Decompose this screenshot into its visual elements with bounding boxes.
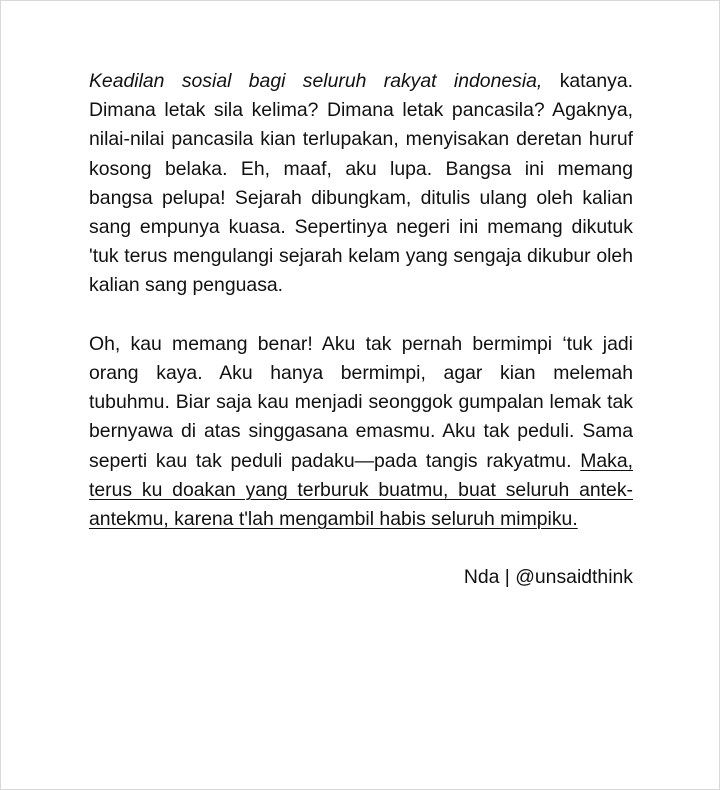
paragraph-2 [89, 330, 633, 534]
paragraph-1 [89, 67, 633, 301]
document-body [89, 67, 633, 593]
paragraph-2-text: Oh, kau memang benar! Aku tak pernah bermimpi ‘tuk jadi orang kaya. Aku hanya bermimpi, agar kian melemah tubuhmu. Biar saja kau menjadi seonggok gumpalan lemak tak bernyawa di atas singgasana emasmu. Aku tak peduli. Sama seperti kau tak peduli padaku—pada tangis rakyatmu. [89, 332, 633, 472]
underlined-closing-text: Maka, terus ku doakan yang terburuk buatmu, buat seluruh antek-antekmu, karena t'lah mengambil habis seluruh mimpiku. [89, 449, 633, 531]
italic-quote: Keadilan sosial bagi seluruh rakyat indonesia, [89, 70, 543, 92]
author-signature: Nda | @unsaidthink [463, 566, 633, 589]
paragraph-1-text: katanya. Dimana letak sila kelima? Dimana letak pancasila? Agaknya, nilai-nilai pancasila kian terlupakan, menyisakan deretan huruf kosong belaka. Eh, maaf, aku lupa. Bangsa ini memang bangsa pelupa! Sejarah dibungkam, ditulis ulang oleh kalian sang empunya kuasa. Sepertinya negeri ini memang dikutuk 'tuk terus mengulangi sejarah kelam yang sengaja dikubur oleh kalian sang penguasa. [89, 70, 633, 297]
